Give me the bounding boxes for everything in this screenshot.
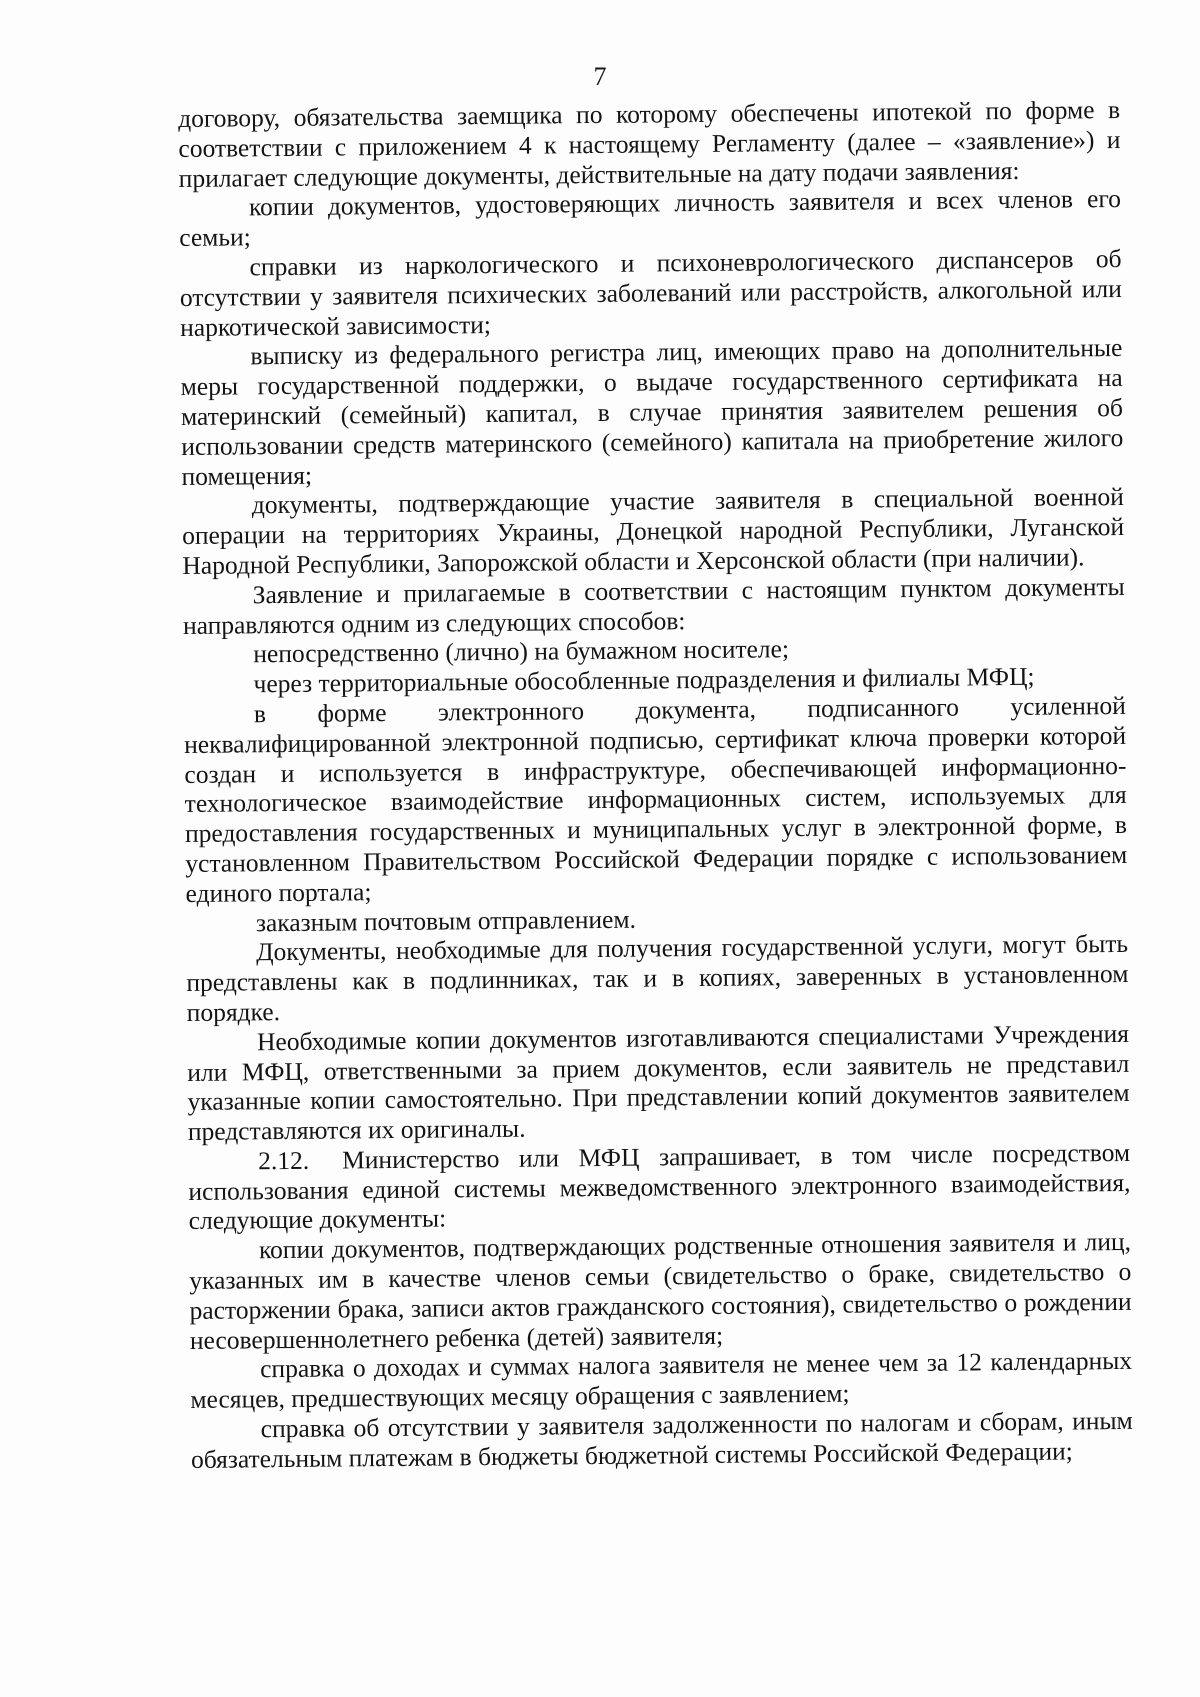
list-item-income-certificate: справка о доходах и суммах налога заявителя не менее чем за 12 календарных месяцев, предшествующих месяцу обращения с заявлением; bbox=[190, 1346, 1133, 1415]
paragraph-continuation: договору, обязательства заемщика по которому обеспечены ипотекой по форме в соответствии с приложением 4 к настоящему Регламенту (далее – «заявление») и прилагает следующие документы, действительные на дату подачи заявления: bbox=[178, 94, 1121, 193]
section-text: Министерство или МФЦ запрашивает, в том числе посредством использования единой системы межведомственного электронного взаимодействия, следующие документы: bbox=[188, 1137, 1131, 1236]
list-item-identity-documents: копии документов, удостоверяющих личность заявителя и всех членов его семьи; bbox=[179, 184, 1122, 253]
list-item-no-tax-debt-certificate: справка об отсутствии у заявителя задолженности по налогам и сборам, иным обязательным платежам в бюджеты бюджетной системы Российской Федерации; bbox=[190, 1405, 1133, 1474]
paragraph-originals-or-copies: Документы, необходимые для получения государственной услуги, могут быть представлены как в подлинниках, так и в копиях, заверенных в установленном порядке. bbox=[186, 929, 1129, 1027]
list-item-federal-register-extract: выписку из федерального регистра лиц, имеющих право на дополнительные меры государственной поддержки, о выдаче государственного сертификата на материнский (семейный) капитал, в случае принятия заявителем решения об использовании средств материнского (семейного) капитала на приобретение жилого помещения; bbox=[180, 333, 1124, 491]
document-body bbox=[178, 95, 1133, 1475]
paragraph-copies-made-by-staff: Необходимые копии документов изготавливаются специалистами Учреждения или МФЦ, ответственными за прием документов, если заявитель не представил указанные копии самостоятельно. При представлении копий документов заявителем представляются их оригиналы. bbox=[187, 1018, 1130, 1147]
list-item-medical-certificates: справки из наркологического и психоневрологического диспансеров об отсутствии у заявителя психических заболеваний или расстройств, алкогольной или наркотической зависимости; bbox=[179, 243, 1122, 342]
section-number: 2.12. bbox=[258, 1145, 310, 1176]
list-item-registered-mail: заказным почтовым отправлением. bbox=[255, 904, 637, 937]
section-2-12 bbox=[188, 1138, 1131, 1236]
list-item-kinship-documents: копии документов, подтверждающих родственные отношения заявителя и лиц, указанных им в качестве членов семьи (свидетельство о браке, свидетельство о расторжении брака, записи актов гражданского состояния), свидетельство о рождении несовершеннолетнего ребенка (детей) заявителя; bbox=[189, 1227, 1132, 1355]
page-number: 7 bbox=[593, 62, 607, 91]
list-item-electronic-document: в форме электронного документа, подписанного усиленной неквалифицированной электронной подписью, сертификат ключа проверки которой создан и используется в инфраструктуре, обеспечивающей информационно-технологическое взаимодействие информационных систем, используемых для предоставления государственных и муниципальных услуг в электронной форме, в установленном Правительством Российской Федерации порядке с использованием единого портала; bbox=[184, 690, 1128, 908]
list-item-mfc-branches: через территориальные обособленные подразделения и филиалы МФЦ; bbox=[253, 661, 1035, 699]
paragraph-submission-methods: Заявление и прилагаемые в соответствии с настоящим пунктом документы направляются одним из следующих способов: bbox=[182, 571, 1125, 640]
list-item-in-person: непосредственно (лично) на бумажном носителе; bbox=[253, 634, 790, 669]
list-item-military-operation-documents: документы, подтверждающие участие заявителя в специальной военной операции на территориях Украины, Донецкой народной Республики, Луганской Народной Республики, Запорожской области и Херсонской области (при наличии). bbox=[182, 482, 1125, 580]
